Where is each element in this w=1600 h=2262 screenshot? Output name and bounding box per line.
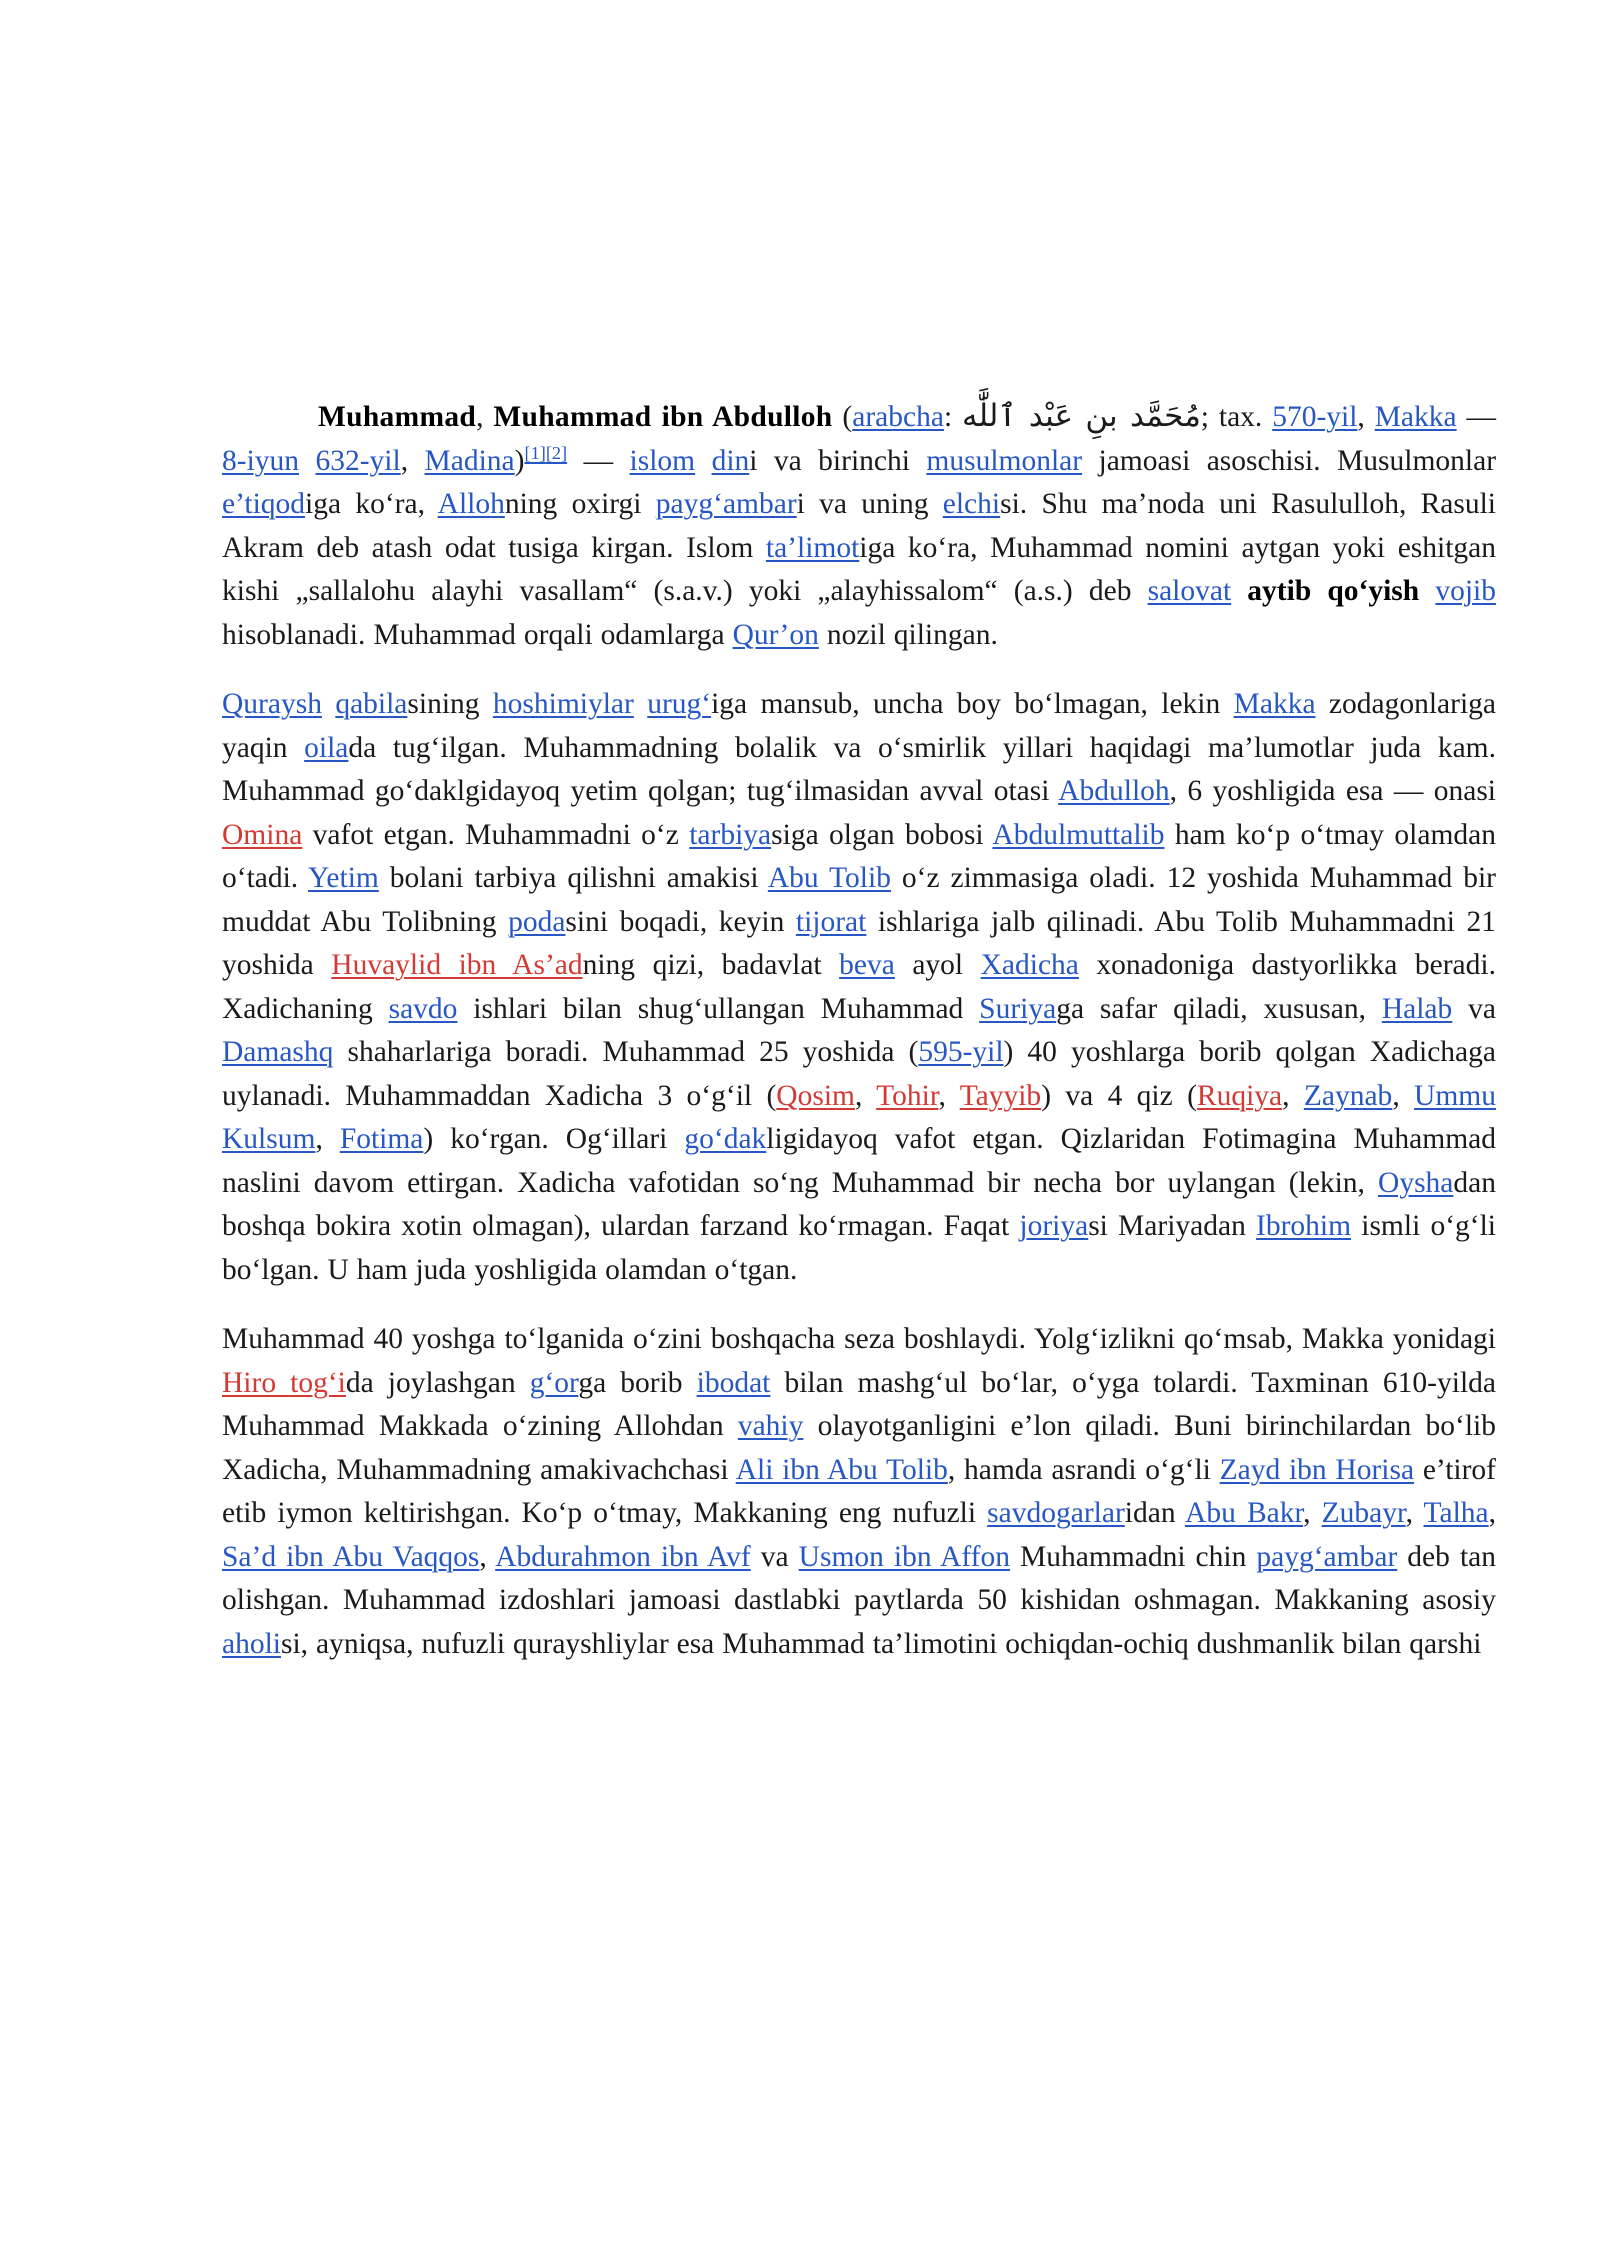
sp-33: ismli o‘g‘li bo‘lgan. U ham juda yoshligida olamdan o‘tgan.: [222, 1210, 1496, 1286]
link-zubayr[interactable]: Zubayr: [1321, 1497, 1406, 1529]
ut-11: ,: [1488, 1497, 1496, 1529]
paren-close: ): [514, 444, 525, 477]
ut-14: Muhammadni chin: [1009, 1540, 1257, 1573]
link-poda[interactable]: poda: [508, 905, 566, 938]
sp-25: ) va 4 qiz (: [1041, 1079, 1197, 1112]
link-suriya[interactable]: Suriya: [979, 992, 1057, 1025]
link-arabcha[interactable]: arabcha: [852, 401, 944, 433]
sp-14: ishlariga jalb qilinadi. Abu Tolib Muhammadni 21 yoshida: [222, 905, 1496, 981]
redlink-ruqiya[interactable]: Ruqiya: [1196, 1079, 1283, 1112]
ut-4: bilan mashg‘ul bo‘lar, o‘yga tolardi. Taxminan 610-yilda Muhammad Makkada o‘zining Allohdan: [222, 1366, 1496, 1442]
ut-13: va: [750, 1540, 799, 1573]
link-abdulloh[interactable]: Abdulloh: [1058, 775, 1170, 807]
text-9: [1419, 575, 1435, 607]
space-1: [299, 445, 315, 477]
ut-9: ,: [1303, 1497, 1322, 1529]
bold-aytib: aytib: [1247, 575, 1312, 607]
text-1: jamoasi asoschisi. Musulmonlar: [1082, 444, 1497, 477]
link-ibrohim[interactable]: Ibrohim: [1256, 1210, 1352, 1242]
colon-sep: :: [943, 401, 963, 433]
text-5: si. Shu ma’noda uni Rasululloh, Rasuli Akram deb atash odat tusiga kirgan. Islom: [222, 488, 1496, 564]
link-urug[interactable]: urug‘: [647, 688, 712, 720]
link-talimot[interactable]: ta’limot: [765, 531, 860, 564]
sp-26: ,: [1282, 1079, 1304, 1112]
link-abdulmuttalib[interactable]: Abdulmuttalib: [992, 818, 1165, 851]
ut-10: ,: [1405, 1497, 1424, 1529]
ut-12: ,: [479, 1540, 496, 1573]
link-usmon-ibn-affon[interactable]: Usmon ibn Affon: [798, 1540, 1010, 1573]
redlink-hiro-togi[interactable]: Hiro tog‘i: [222, 1366, 346, 1399]
link-quraysh[interactable]: Quraysh: [222, 688, 322, 720]
link-632-yil[interactable]: 632-yil: [315, 444, 401, 477]
link-oysha[interactable]: Oysha: [1378, 1166, 1454, 1199]
link-570-yil[interactable]: 570-yil: [1272, 401, 1358, 433]
text-4: i va uning: [796, 488, 943, 520]
sp-23: ,: [854, 1079, 877, 1112]
text-after-dini: i va birinchi: [749, 444, 927, 477]
ut-15: deb tan olishgan. Muhammad izdoshlari jamoasi dastlabki paytlarda 50 kishidan oshmagan. Makkaning asosiy: [222, 1540, 1496, 1616]
link-yetim[interactable]: Yetim: [308, 862, 379, 894]
link-makka-1[interactable]: Makka: [1374, 401, 1457, 433]
link-din[interactable]: din: [711, 444, 750, 477]
ut-16: si, ayniqsa, nufuzli qurayshliylar esa Muhammad ta’limotini ochiqdan-ochiq dushmanlik bilan qarshi: [281, 1627, 1482, 1660]
text-3: ning oxirgi: [504, 488, 656, 520]
link-godak[interactable]: go‘dak: [684, 1123, 767, 1155]
sp-2: sining: [407, 688, 493, 720]
sp-4: iga mansub, uncha boy bo‘lmagan, lekin: [711, 688, 1234, 720]
reference-group: [524, 443, 567, 463]
sp-8: vafot etgan. Muhammadni o‘z: [302, 818, 690, 851]
link-ibodat[interactable]: ibodat: [696, 1366, 771, 1399]
link-abdurahmon-ibn-avf[interactable]: Abdurahmon ibn Avf: [495, 1540, 751, 1573]
link-paygambar-1[interactable]: payg‘ambar: [655, 488, 797, 520]
ut-1: Muhammad 40 yoshga to‘lganida o‘zini boshqacha seza boshlaydi. Yolg‘izlikni qo‘msab, Makka yonidagi: [222, 1323, 1496, 1355]
sp-5: zodagonlariga yaqin: [222, 688, 1496, 764]
sp-29: ) ko‘rgan. Og‘illari: [423, 1123, 685, 1155]
link-fotima[interactable]: Fotima: [339, 1123, 424, 1155]
text-11: nozil qilingan.: [818, 618, 998, 651]
link-joriya[interactable]: joriya: [1019, 1210, 1089, 1242]
article-body: [222, 395, 1496, 1666]
ut-8: idan: [1124, 1497, 1186, 1529]
sep-1: ,: [1357, 401, 1375, 433]
ut-6: , hamda asrandi o‘g‘li: [947, 1453, 1220, 1486]
paragraph-lead: [222, 395, 1496, 657]
sp-31: dan boshqa bokira xotin olmagan), ulardan farzand ko‘rmagan. Faqat: [222, 1166, 1496, 1242]
link-abu-tolib[interactable]: Abu Tolib: [767, 862, 891, 894]
sp-19: ga safar qiladi, xususan,: [1056, 992, 1382, 1025]
link-musulmonlar[interactable]: musulmonlar: [926, 444, 1083, 477]
article-title-secondary: Muhammad ibn Abdulloh: [493, 401, 833, 433]
ut-7: e’tirof etib iymon keltirishgan. Ko‘p o‘tmay, Makkaning eng nufuzli: [222, 1453, 1496, 1529]
redlink-huvaylid-ibn-asad[interactable]: Huvaylid ibn As’ad: [331, 949, 583, 981]
dash-2: —: [567, 444, 630, 477]
link-tarbiya[interactable]: tarbiya: [689, 818, 772, 851]
sp-28: ,: [315, 1123, 340, 1155]
sp-1: [322, 688, 335, 720]
link-tijorat[interactable]: tijorat: [795, 905, 867, 938]
link-alloh[interactable]: Alloh: [437, 488, 505, 520]
link-halab[interactable]: Halab: [1381, 992, 1453, 1025]
link-etiqod[interactable]: e’tiqod: [222, 488, 306, 520]
paragraph-prophethood: [222, 1318, 1496, 1666]
link-abu-bakr[interactable]: Abu Bakr: [1185, 1497, 1304, 1529]
text-8: [1311, 575, 1327, 607]
link-madina[interactable]: Madina: [424, 444, 515, 477]
ut-5: olayotganligini e’lon qiladi. Buni birinchilardan bo‘lib Xadicha, Muhammadning amakivachchasi: [222, 1410, 1497, 1486]
redlink-qosim[interactable]: Qosim: [776, 1079, 855, 1112]
sep-2: ,: [400, 444, 425, 477]
link-8-iyun[interactable]: 8-iyun: [222, 444, 300, 477]
text-6: iga ko‘ra, Muhammad nomini aytgan yoki eshitgan kishi „sallalohu alayhi vasallam“ (s.a.v.) yoki „alayhissalom“ (a.s.) deb: [222, 531, 1496, 607]
title-separator: ,: [476, 401, 494, 433]
link-savdo[interactable]: savdo: [388, 992, 458, 1025]
sp-20: va: [1452, 992, 1496, 1025]
link-ali-ibn-abu-tolib[interactable]: Ali ibn Abu Tolib: [735, 1453, 948, 1486]
sp-10: ham ko‘p o‘tmay olamdan o‘tadi.: [222, 818, 1496, 894]
link-aholi[interactable]: aholi: [222, 1627, 281, 1660]
link-salovat[interactable]: salovat: [1147, 575, 1232, 607]
redlink-tayyib[interactable]: Tayyib: [959, 1079, 1042, 1112]
reference-1[interactable]: [1]: [524, 442, 546, 463]
link-damashq[interactable]: Damashq: [222, 1036, 334, 1068]
sp-24: ,: [938, 1079, 960, 1112]
link-oila[interactable]: oila: [304, 731, 349, 764]
redlink-omina[interactable]: Omina: [222, 818, 303, 851]
sp-15: ning qizi, badavlat: [582, 949, 840, 981]
link-595-yil[interactable]: 595-yil: [918, 1036, 1004, 1068]
sp-17: xonadoniga dastyorlikka beradi. Xadichaning: [222, 949, 1496, 1025]
dash-1: —: [1456, 401, 1497, 433]
link-zaynab[interactable]: Zaynab: [1303, 1079, 1393, 1112]
text-7: [1231, 575, 1247, 607]
link-beva[interactable]: beva: [839, 949, 895, 981]
tax-label: ; tax.: [1200, 401, 1273, 433]
link-paygambar-2[interactable]: payg‘ambar: [1256, 1540, 1398, 1573]
link-makka-2[interactable]: Makka: [1233, 688, 1316, 720]
link-elchi[interactable]: elchi: [942, 488, 1001, 520]
link-vojib[interactable]: vojib: [1435, 575, 1496, 607]
sp-7: , 6 yoshligida esa — onasi: [1169, 775, 1496, 807]
sp-13: sini boqadi, keyin: [565, 905, 796, 938]
space-2: [695, 445, 711, 477]
reference-2[interactable]: [2]: [545, 442, 568, 463]
ut-2: da joylashgan: [345, 1366, 530, 1399]
link-talha[interactable]: Talha: [1423, 1497, 1489, 1529]
paren-open: (: [832, 401, 853, 433]
sp-27: ,: [1392, 1079, 1415, 1112]
link-quron[interactable]: Qur’on: [732, 618, 819, 651]
sp-32: si Mariyadan: [1088, 1210, 1257, 1242]
ut-3: ga borib: [578, 1366, 697, 1399]
text-10: hisoblanadi. Muhammad orqali odamlarga: [222, 618, 733, 651]
sp-11: bolani tarbiya qilishni amakisi: [378, 862, 768, 894]
link-qabila[interactable]: qabila: [335, 688, 408, 720]
sp-18: ishlari bilan shug‘ullangan Muhammad: [457, 992, 980, 1025]
sp-21: shaharlariga boradi. Muhammad 25 yoshida (: [333, 1036, 919, 1068]
sp-12: o‘z zimmasiga oladi. 12 yoshida Muhammad bir muddat Abu Tolibning: [222, 862, 1497, 938]
link-hoshimiylar[interactable]: hoshimiylar: [492, 688, 634, 720]
link-gor[interactable]: g‘or: [529, 1366, 579, 1399]
bold-qoyish: qo‘yish: [1327, 575, 1420, 607]
link-ummu-kulsum[interactable]: Ummu Kulsum: [222, 1079, 1496, 1155]
link-sad-ibn-abu-vaqqos[interactable]: Sa’d ibn Abu Vaqqos: [222, 1540, 480, 1573]
paragraph-biography: [222, 683, 1496, 1292]
link-islom[interactable]: islom: [629, 444, 696, 477]
sp-6: da tug‘ilgan. Muhammadning bolalik va o‘smirlik yillari haqidagi ma’lumotlar juda kam. Muhammad go‘daklgidayoq yetim qolgan; tug‘ilmasidan avval otasi: [222, 731, 1496, 807]
link-xadicha[interactable]: Xadicha: [980, 949, 1079, 981]
link-vahiy[interactable]: vahiy: [737, 1410, 804, 1442]
redlink-tohir[interactable]: Tohir: [876, 1079, 939, 1112]
sp-16: ayol: [894, 949, 981, 981]
article-title-primary: Muhammad: [318, 401, 477, 433]
link-savdogarlar[interactable]: savdogarlar: [987, 1497, 1125, 1529]
sp-9: siga olgan bobosi: [771, 818, 993, 851]
arabic-name: مُحَمَّد بنِ عَبْد ٱللَّٰه: [962, 398, 1201, 434]
sp-3: [634, 688, 647, 720]
sp-30: ligidayoq vafot etgan. Qizlaridan Fotimagina Muhammad naslini davom ettirgan. Xadicha vafotidan so‘ng Muhammad bir necha bor uylangan (lekin,: [222, 1123, 1496, 1199]
sp-22: ) 40 yoshlarga borib qolgan Xadichaga uylanadi. Muhammaddan Xadicha 3 o‘g‘il (: [222, 1036, 1496, 1112]
link-zayd-ibn-horisa[interactable]: Zayd ibn Horisa: [1219, 1453, 1415, 1486]
text-2: iga ko‘ra,: [305, 488, 438, 520]
